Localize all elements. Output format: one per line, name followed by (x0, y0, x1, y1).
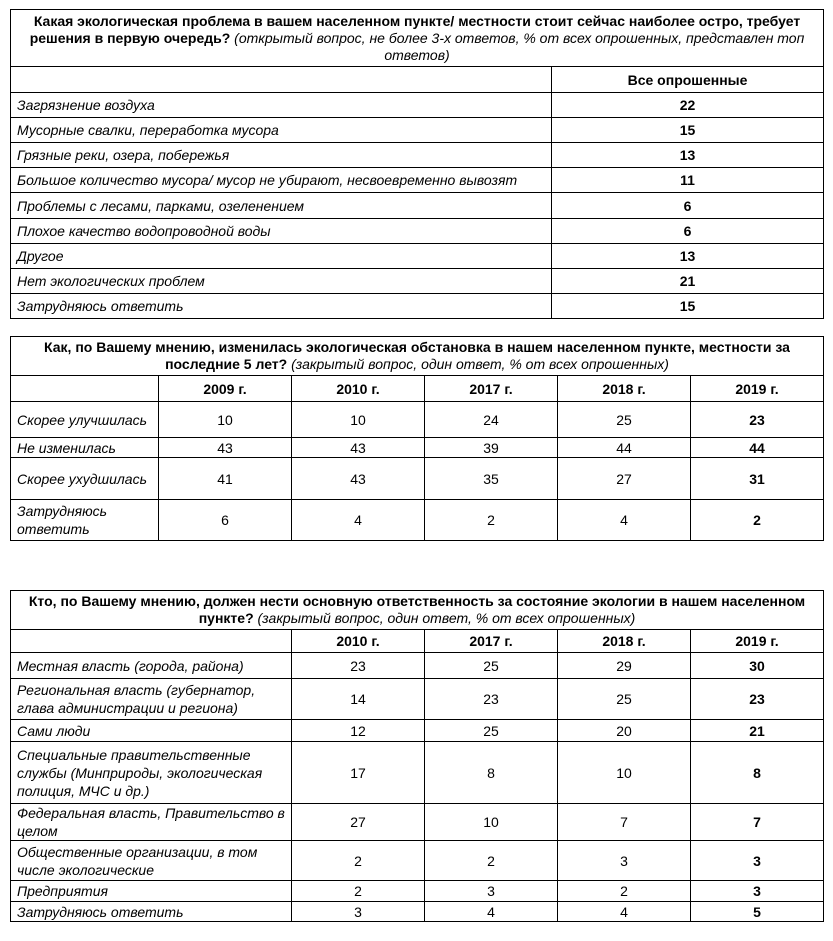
table-row (11, 402, 824, 438)
table-title (11, 337, 824, 376)
cell-value: 20 (558, 720, 691, 742)
cell-value: 30 (691, 653, 824, 679)
cell-value: 5 (691, 902, 824, 922)
cell-value: 43 (292, 438, 425, 458)
year-header: 2017 г. (425, 376, 558, 402)
row-label: Проблемы с лесами, парками, озеленением (11, 193, 552, 219)
table-row (11, 193, 824, 219)
table-row (11, 500, 824, 541)
header-empty-cell (11, 376, 159, 402)
cell-value: 24 (425, 402, 558, 438)
cell-value: 3 (425, 881, 558, 902)
cell-value: 23 (425, 679, 558, 720)
table-row (11, 902, 824, 922)
row-label: Затрудняюсь ответить (11, 294, 552, 319)
cell-value: 10 (292, 402, 425, 438)
table-row (11, 168, 824, 193)
cell-value: 6 (159, 500, 292, 541)
row-value: 15 (552, 294, 824, 319)
environment-problems-table (10, 9, 824, 319)
cell-value: 2 (292, 841, 425, 881)
year-header: 2009 г. (159, 376, 292, 402)
cell-value: 14 (292, 679, 425, 720)
year-header: 2018 г. (558, 630, 691, 653)
row-label: Предприятия (11, 881, 292, 902)
row-value: 15 (552, 118, 824, 143)
cell-value: 4 (558, 902, 691, 922)
year-header: 2019 г. (691, 630, 824, 653)
table-row (11, 804, 824, 841)
row-label: Специальные правительственные службы (Минприроды, экологическая полиция, МЧС и др.) (11, 742, 292, 804)
cell-value: 2 (558, 881, 691, 902)
table-row (11, 294, 824, 319)
table-row (11, 438, 824, 458)
cell-value: 23 (292, 653, 425, 679)
row-label: Общественные организации, в том числе экологические (11, 841, 292, 881)
row-label: Сами люди (11, 720, 292, 742)
cell-value: 3 (558, 841, 691, 881)
cell-value: 43 (292, 458, 425, 500)
cell-value: 8 (425, 742, 558, 804)
cell-value: 2 (425, 841, 558, 881)
cell-value: 41 (159, 458, 292, 500)
table-row (11, 143, 824, 168)
header-empty-cell (11, 630, 292, 653)
table-row (11, 720, 824, 742)
row-label: Плохое качество водопроводной воды (11, 219, 552, 244)
year-header: 2017 г. (425, 630, 558, 653)
cell-value: 29 (558, 653, 691, 679)
cell-value: 3 (691, 881, 824, 902)
row-label: Грязные реки, озера, побережья (11, 143, 552, 168)
column-header: Все опрошенные (552, 67, 824, 93)
table-title-question: Кто, по Вашему мнению, должен нести основную ответственность за состояние экологии в нашем населенном пункте? (28, 593, 806, 626)
cell-value: 23 (691, 402, 824, 438)
cell-value: 2 (292, 881, 425, 902)
cell-value: 27 (558, 458, 691, 500)
cell-value: 12 (292, 720, 425, 742)
table-title-note: (закрытый вопрос, один ответ, % от всех опрошенных) (253, 610, 636, 626)
table-row (11, 881, 824, 902)
row-value: 6 (552, 219, 824, 244)
table-title (11, 591, 824, 630)
cell-value: 44 (558, 438, 691, 458)
table-title-question: Какая экологическая проблема в вашем населенном пункте/ местности стоит сейчас наиболее остро, требует решения в первую очередь? (29, 12, 801, 46)
row-label: Скорее ухудшилась (11, 458, 159, 500)
cell-value: 25 (558, 679, 691, 720)
table-row (11, 653, 824, 679)
row-label: Федеральная власть, Правительство в целом (11, 804, 292, 841)
row-label: Затрудняюсь ответить (11, 500, 159, 541)
table-row (11, 93, 824, 118)
row-label: Большое количество мусора/ мусор не убирают, несвоевременно вывозят (11, 168, 552, 193)
table-row (11, 742, 824, 804)
row-value: 6 (552, 193, 824, 219)
row-label: Местная власть (города, района) (11, 653, 292, 679)
row-label: Другое (11, 244, 552, 269)
table-row (11, 244, 824, 269)
cell-value: 23 (691, 679, 824, 720)
cell-value: 25 (425, 720, 558, 742)
table-title (11, 10, 824, 67)
table-row (11, 269, 824, 294)
row-label: Загрязнение воздуха (11, 93, 552, 118)
cell-value: 27 (292, 804, 425, 841)
row-value: 11 (552, 168, 824, 193)
table-title-question: Как, по Вашему мнению, изменилась экологическая обстановка в нашем населенном пункте, местности за последние 5 лет? (44, 339, 790, 372)
cell-value: 10 (558, 742, 691, 804)
cell-value: 21 (691, 720, 824, 742)
cell-value: 35 (425, 458, 558, 500)
year-header: 2010 г. (292, 630, 425, 653)
year-header: 2010 г. (292, 376, 425, 402)
cell-value: 2 (691, 500, 824, 541)
cell-value: 25 (425, 653, 558, 679)
cell-value: 4 (425, 902, 558, 922)
table-row (11, 458, 824, 500)
table-title-note: (открытый вопрос, не более 3-х ответов, % от всех опрошенных, представлен топ ответов) (230, 29, 805, 63)
responsibility-table (10, 590, 824, 922)
table-row (11, 118, 824, 143)
cell-value: 10 (425, 804, 558, 841)
cell-value: 39 (425, 438, 558, 458)
table-row (11, 219, 824, 244)
cell-value: 25 (558, 402, 691, 438)
row-label: Нет экологических проблем (11, 269, 552, 294)
cell-value: 7 (558, 804, 691, 841)
table-title-note: (закрытый вопрос, один ответ, % от всех опрошенных) (287, 356, 669, 372)
cell-value: 31 (691, 458, 824, 500)
cell-value: 44 (691, 438, 824, 458)
cell-value: 17 (292, 742, 425, 804)
cell-value: 43 (159, 438, 292, 458)
cell-value: 8 (691, 742, 824, 804)
row-value: 13 (552, 244, 824, 269)
table-row (11, 841, 824, 881)
cell-value: 10 (159, 402, 292, 438)
row-label: Региональная власть (губернатор, глава администрации и региона) (11, 679, 292, 720)
cell-value: 3 (691, 841, 824, 881)
row-label: Скорее улучшилась (11, 402, 159, 438)
cell-value: 4 (292, 500, 425, 541)
row-label: Затрудняюсь ответить (11, 902, 292, 922)
cell-value: 7 (691, 804, 824, 841)
row-value: 21 (552, 269, 824, 294)
table-row (11, 679, 824, 720)
row-label: Не изменилась (11, 438, 159, 458)
year-header: 2018 г. (558, 376, 691, 402)
row-value: 13 (552, 143, 824, 168)
cell-value: 4 (558, 500, 691, 541)
row-label: Мусорные свалки, переработка мусора (11, 118, 552, 143)
cell-value: 3 (292, 902, 425, 922)
environment-change-table (10, 336, 824, 541)
header-empty-cell (11, 67, 552, 93)
year-header: 2019 г. (691, 376, 824, 402)
cell-value: 2 (425, 500, 558, 541)
row-value: 22 (552, 93, 824, 118)
